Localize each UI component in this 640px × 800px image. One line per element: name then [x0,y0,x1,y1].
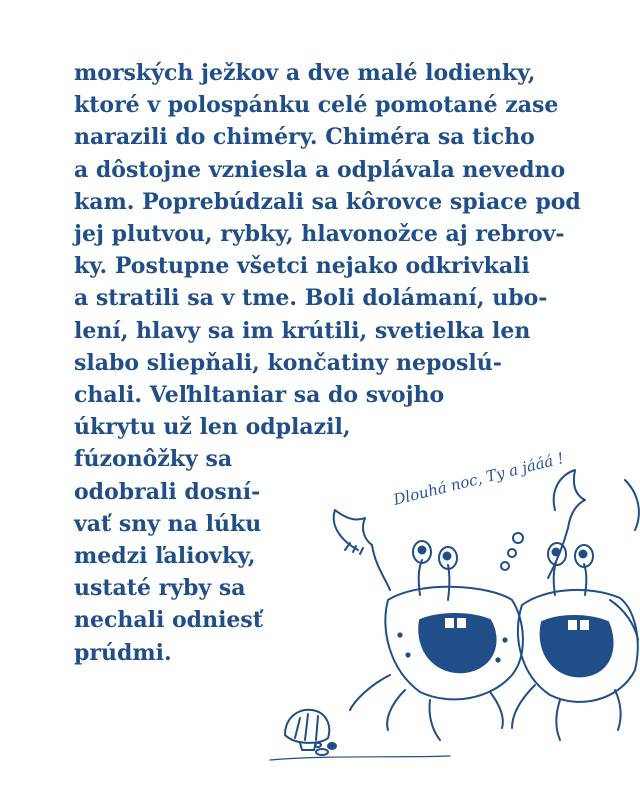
text-line: ktoré v polospánku celé pomotané zase [74,92,559,119]
text-line: fúzonôžky sa [74,446,233,473]
text-line: slabo sliepňali, končatiny neposlú- [74,349,502,376]
text-line: morských ježkov a dve malé lodienky, [74,60,536,86]
text-line: úkrytu už len odplazil, [74,414,351,441]
crab-icon [334,510,523,740]
text-line: nechali odniesť [74,607,263,634]
text-line: a dôstojne vzniesla a odplávala nevedno [74,156,566,183]
text-line: kam. Poprebúdzali sa kôrovce spiace pod [74,188,581,215]
handwriting-text: Dlouhá noc, Ty a jááá ! [391,449,566,509]
text-line: jej plutvou, rybky, hlavonožce aj rebrov- [74,221,565,248]
shell-icon [285,710,329,750]
text-line: narazili do chiméry. Chiméra sa ticho [74,124,535,151]
bubbles-icon [501,533,523,570]
crab-illustration [250,400,640,800]
text-line: vať sny na lúku [74,510,262,537]
text-line: a stratili sa v tme. Boli dolámaní, ubo- [74,285,548,312]
text-line: lení, hlavy sa im krútili, svetielka len [74,317,531,344]
text-line: ky. Postupne všetci nejako odkrivkali [74,253,530,280]
pebbles-icon [315,743,336,755]
text-line: medzi ľaliovky, [74,543,256,570]
crab-icon [512,470,639,740]
text-line: prúdmi. [74,639,172,666]
text-line: ustaté ryby sa [74,575,246,602]
text-line: chali. Veľhltaniar sa do svojho [74,382,445,409]
text-line: odobrali dosní- [74,478,261,505]
